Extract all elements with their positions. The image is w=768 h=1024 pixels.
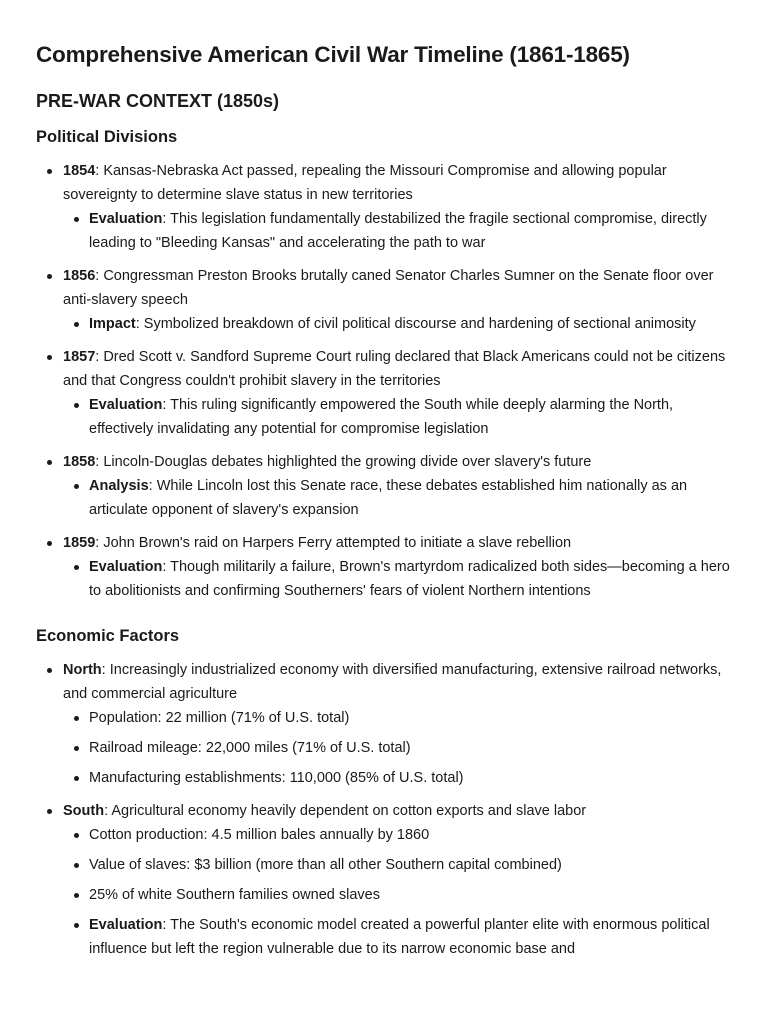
sub-item-text: : While Lincoln lost this Senate race, these debates established him nationally as an articulate opponent of slavery's expansion bbox=[89, 478, 688, 518]
item-text: : Increasingly industrialized economy with diversified manufacturing, extensive railroad networks, and commercial agriculture bbox=[63, 662, 722, 702]
list-item bbox=[36, 531, 732, 603]
sub-list bbox=[63, 312, 732, 336]
sub-list bbox=[63, 706, 732, 790]
item-key: 1858 bbox=[63, 454, 96, 470]
sub-item-key: Analysis bbox=[89, 478, 149, 494]
item-key: North bbox=[63, 662, 102, 678]
sub-item-key: Evaluation bbox=[89, 211, 163, 227]
sub-list-item: 25% of white Southern families owned slaves bbox=[63, 883, 732, 907]
item-text: : Dred Scott v. Sandford Supreme Court ruling declared that Black Americans could not be citizens and that Congress couldn't prohibit slavery in the territories bbox=[63, 349, 726, 389]
sub-list bbox=[63, 393, 732, 441]
sub-list-item bbox=[63, 207, 732, 255]
item-key: South bbox=[63, 803, 105, 819]
sub-list bbox=[63, 474, 732, 522]
list-item bbox=[36, 799, 732, 961]
sub-list bbox=[63, 207, 732, 255]
item-text: : Agricultural economy heavily dependent on cotton exports and slave labor bbox=[104, 803, 587, 819]
sub-list-item bbox=[63, 393, 732, 441]
list-item bbox=[36, 264, 732, 336]
sub-list-item bbox=[63, 913, 732, 961]
sub-item-key: Evaluation bbox=[89, 397, 163, 413]
sub-list-item: Population: 22 million (71% of U.S. total) bbox=[63, 706, 732, 730]
item-key: 1854 bbox=[63, 163, 96, 179]
item-text: : Congressman Preston Brooks brutally caned Senator Charles Sumner on the Senate floor over anti-slavery speech bbox=[63, 268, 714, 308]
list-item bbox=[36, 345, 732, 441]
page-title: Comprehensive American Civil War Timeline (1861-1865) bbox=[36, 42, 630, 67]
item-text: : Kansas-Nebraska Act passed, repealing the Missouri Compromise and allowing popular sovereignty to determine slave status in new territories bbox=[63, 163, 667, 203]
subsection-heading-political: Political Divisions bbox=[36, 128, 178, 146]
subsection-heading-economic: Economic Factors bbox=[36, 627, 180, 645]
section-heading: PRE-WAR CONTEXT (1850s) bbox=[36, 91, 280, 111]
item-text: : John Brown's raid on Harpers Ferry attempted to initiate a slave rebellion bbox=[95, 535, 572, 551]
sub-item-text: : This legislation fundamentally destabilized the fragile sectional compromise, directly leading to "Bleeding Kansas" and accelerating the path to war bbox=[89, 211, 707, 251]
political-list bbox=[36, 159, 732, 603]
sub-item-key: Evaluation bbox=[89, 917, 163, 933]
sub-list-item: Value of slaves: $3 billion (more than all other Southern capital combined) bbox=[63, 853, 732, 877]
sub-item-key: Evaluation bbox=[89, 559, 163, 575]
sub-list bbox=[63, 823, 732, 961]
list-item bbox=[36, 159, 732, 255]
sub-item-text: : Symbolized breakdown of civil political discourse and hardening of sectional animosity bbox=[135, 316, 696, 332]
sub-list-item: Railroad mileage: 22,000 miles (71% of U.S. total) bbox=[63, 736, 732, 760]
item-key: 1856 bbox=[63, 268, 96, 284]
sub-item-text: : The South's economic model created a powerful planter elite with enormous political influence but left the region vulnerable due to its narrow economic base and bbox=[89, 917, 710, 957]
sub-list-item bbox=[63, 555, 732, 603]
sub-list-item: Manufacturing establishments: 110,000 (85% of U.S. total) bbox=[63, 766, 732, 790]
sub-list-item: Cotton production: 4.5 million bales annually by 1860 bbox=[63, 823, 732, 847]
item-key: 1859 bbox=[63, 535, 96, 551]
sub-list bbox=[63, 555, 732, 603]
sub-item-key: Impact bbox=[89, 316, 136, 332]
sub-item-text: : Though militarily a failure, Brown's martyrdom radicalized both sides—becoming a hero to abolitionists and confirming Southerners' fears of violent Northern intentions bbox=[89, 559, 730, 599]
sub-list-item bbox=[63, 474, 732, 522]
economic-list bbox=[36, 658, 732, 961]
section-spacer bbox=[36, 612, 732, 624]
sub-item-text: : This ruling significantly empowered the South while deeply alarming the North, effectively invalidating any potential for compromise legislation bbox=[89, 397, 674, 437]
item-text: : Lincoln-Douglas debates highlighted the growing divide over slavery's future bbox=[95, 454, 592, 470]
sub-list-item bbox=[63, 312, 732, 336]
list-item bbox=[36, 658, 732, 790]
item-key: 1857 bbox=[63, 349, 96, 365]
list-item bbox=[36, 450, 732, 522]
